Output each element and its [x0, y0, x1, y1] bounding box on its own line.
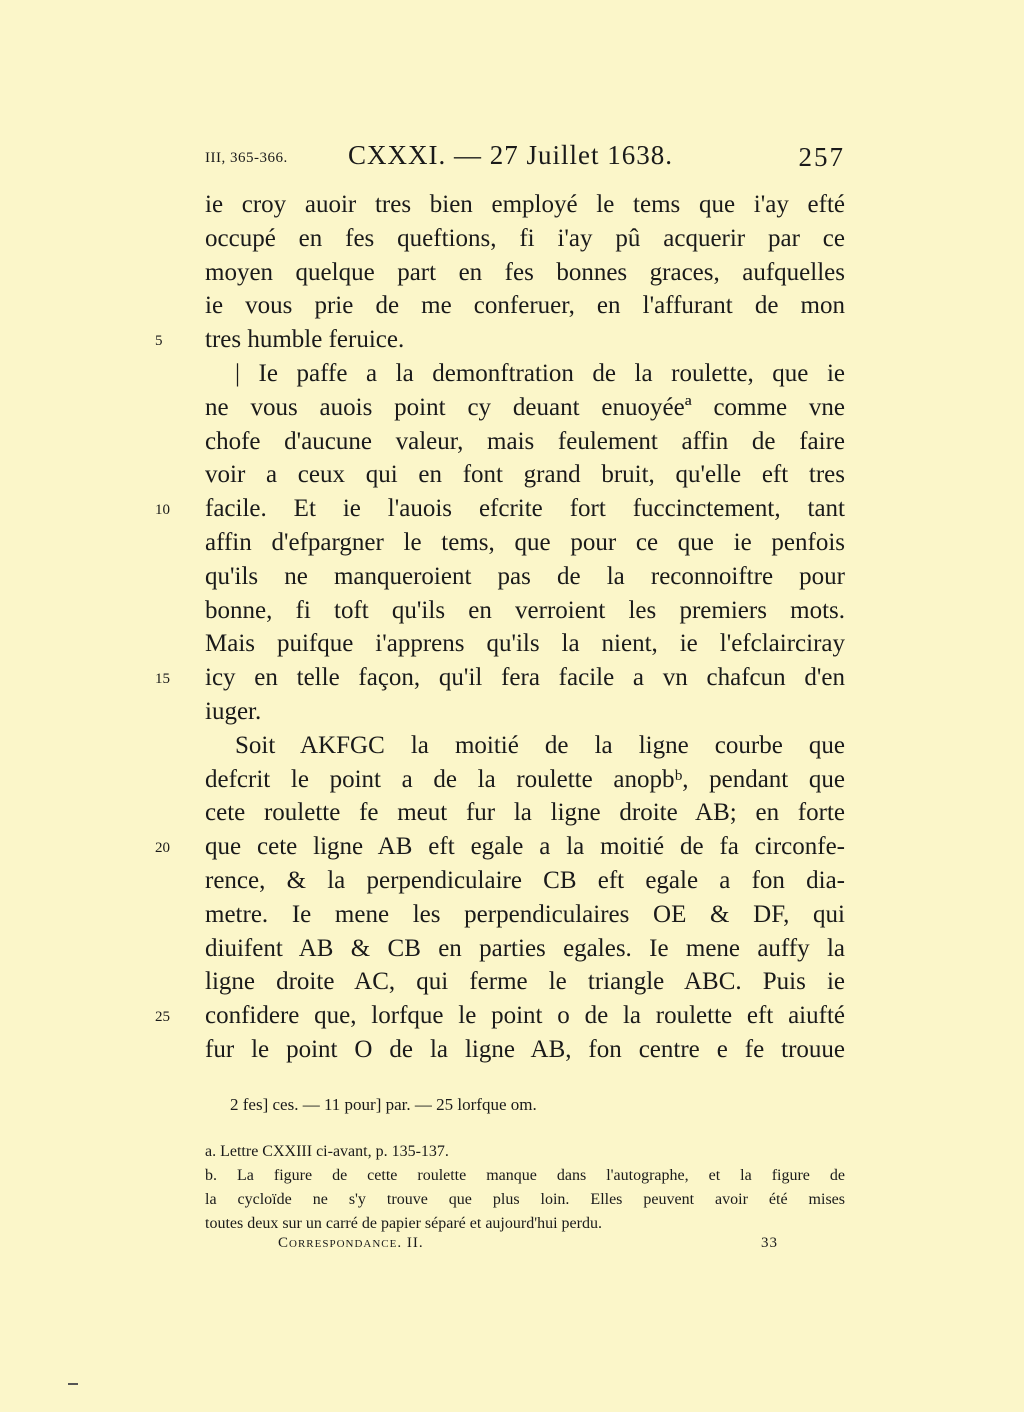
line-text: ne vous auois point cy deuant enuoyéeª comme vne — [205, 393, 845, 421]
line-text: affin d'efpargner le tems, que pour ce que ie penfois — [205, 528, 845, 556]
letter-heading: CXXXI. — 27 Juillet 1638. — [348, 140, 673, 170]
text-line — [205, 391, 845, 425]
signature-sheet-number: 33 — [761, 1235, 778, 1251]
text-line — [155, 492, 845, 526]
running-head — [205, 140, 845, 176]
text-line — [205, 898, 845, 932]
line-text: ligne droite AC, qui ferme le triangle ABC. Puis ie — [205, 968, 845, 996]
stray-mark — [68, 1383, 78, 1385]
line-text: Mais puifque i'apprens qu'ils la nient, ie l'efclairciray — [205, 630, 845, 658]
line-number: 5 — [155, 333, 163, 350]
text-line — [155, 999, 845, 1033]
line-text: que cete ligne AB eft egale a la moitié de fa circonfe- — [205, 833, 845, 861]
line-text: cete roulette fe meut fur la ligne droite AB; en forte — [205, 799, 845, 827]
page-number: 257 — [798, 142, 845, 172]
line-text: fur le point O de la ligne AB, fon centre e fe trouue — [205, 1035, 845, 1063]
text-line — [155, 661, 845, 695]
line-number: 10 — [155, 502, 170, 519]
text-line — [155, 323, 845, 357]
line-text: occupé en fes queftions, fi i'ay pû acquerir par ce — [205, 224, 845, 252]
footnote-b: b. La figure de cette roulette manque dans l'autographe, et la figure de — [205, 1167, 845, 1184]
text-line — [205, 695, 845, 729]
line-text: confidere que, lorfque le point o de la roulette eft aiufté — [205, 1002, 845, 1030]
text-line — [205, 425, 845, 459]
line-text: rence, & la perpendiculaire CB eft egale a fon dia- — [205, 866, 845, 894]
footnote-a: a. Lettre CXXIII ci-avant, p. 135-137. — [205, 1143, 449, 1160]
footnote-b-end: toutes deux sur un carré de papier séparé et aujourd'hui perdu. — [205, 1215, 602, 1232]
footnotes — [205, 1140, 845, 1236]
text-line — [205, 932, 845, 966]
text-line — [205, 594, 845, 628]
text-line — [205, 357, 845, 391]
textual-variants: 2 fes] ces. — 11 pour] par. — 25 lorfque om. — [230, 1095, 537, 1114]
text-line — [205, 222, 845, 256]
text-line — [205, 763, 845, 797]
letter-body — [155, 188, 845, 1067]
text-line — [205, 526, 845, 560]
text-line — [205, 729, 845, 763]
text-line — [205, 560, 845, 594]
text-line — [205, 864, 845, 898]
footnote-b-continued: la cycloïde ne s'y trouve que plus loin. Elles peuvent avoir été mises — [205, 1191, 845, 1208]
line-text: chofe d'aucune valeur, mais feulement affin de faire — [205, 427, 845, 455]
line-number: 20 — [155, 840, 170, 857]
line-number: 25 — [155, 1009, 170, 1026]
text-line — [205, 289, 845, 323]
line-text: | Ie paffe a la demonftration de la roulette, que ie — [235, 359, 845, 387]
text-line — [205, 627, 845, 661]
text-line — [205, 1033, 845, 1067]
line-text: defcrit le point a de la roulette anopbᵇ, pendant que — [205, 765, 845, 793]
signature-label: Correspondance. II. — [278, 1235, 424, 1251]
volume-reference: III, 365-366. — [205, 150, 288, 166]
line-text: voir a ceux qui en font grand bruit, qu'elle eft tres — [205, 461, 845, 489]
line-text: metre. Ie mene les perpendiculaires OE & DF, qui — [205, 900, 845, 928]
line-text: diuifent AB & CB en parties egales. Ie mene auffy la — [205, 934, 845, 962]
line-text: ie vous prie de me conferuer, en l'affurant de mon — [205, 292, 845, 320]
line-text: facile. Et ie l'auois efcrite fort fuccinctement, tant — [205, 495, 845, 523]
line-number: 15 — [155, 671, 170, 688]
text-line — [205, 796, 845, 830]
text-line — [205, 256, 845, 290]
line-text: tres humble feruice. — [205, 326, 405, 354]
line-text: ie croy auoir tres bien employé le tems que i'ay efté — [205, 191, 845, 218]
line-text: Soit AKFGC la moitié de la ligne courbe que — [235, 731, 845, 759]
text-line — [205, 188, 845, 222]
text-line — [205, 458, 845, 492]
text-line — [155, 830, 845, 864]
text-line — [205, 965, 845, 999]
line-text: moyen quelque part en fes bonnes graces, aufquelles — [205, 258, 845, 286]
line-text: bonne, fi toft qu'ils en verroient les premiers mots. — [205, 596, 845, 624]
line-text: icy en telle façon, qu'il fera facile a vn chafcun d'en — [205, 664, 845, 692]
line-text: qu'ils ne manqueroient pas de la reconnoiftre pour — [205, 562, 845, 590]
line-text: iuger. — [205, 697, 262, 725]
